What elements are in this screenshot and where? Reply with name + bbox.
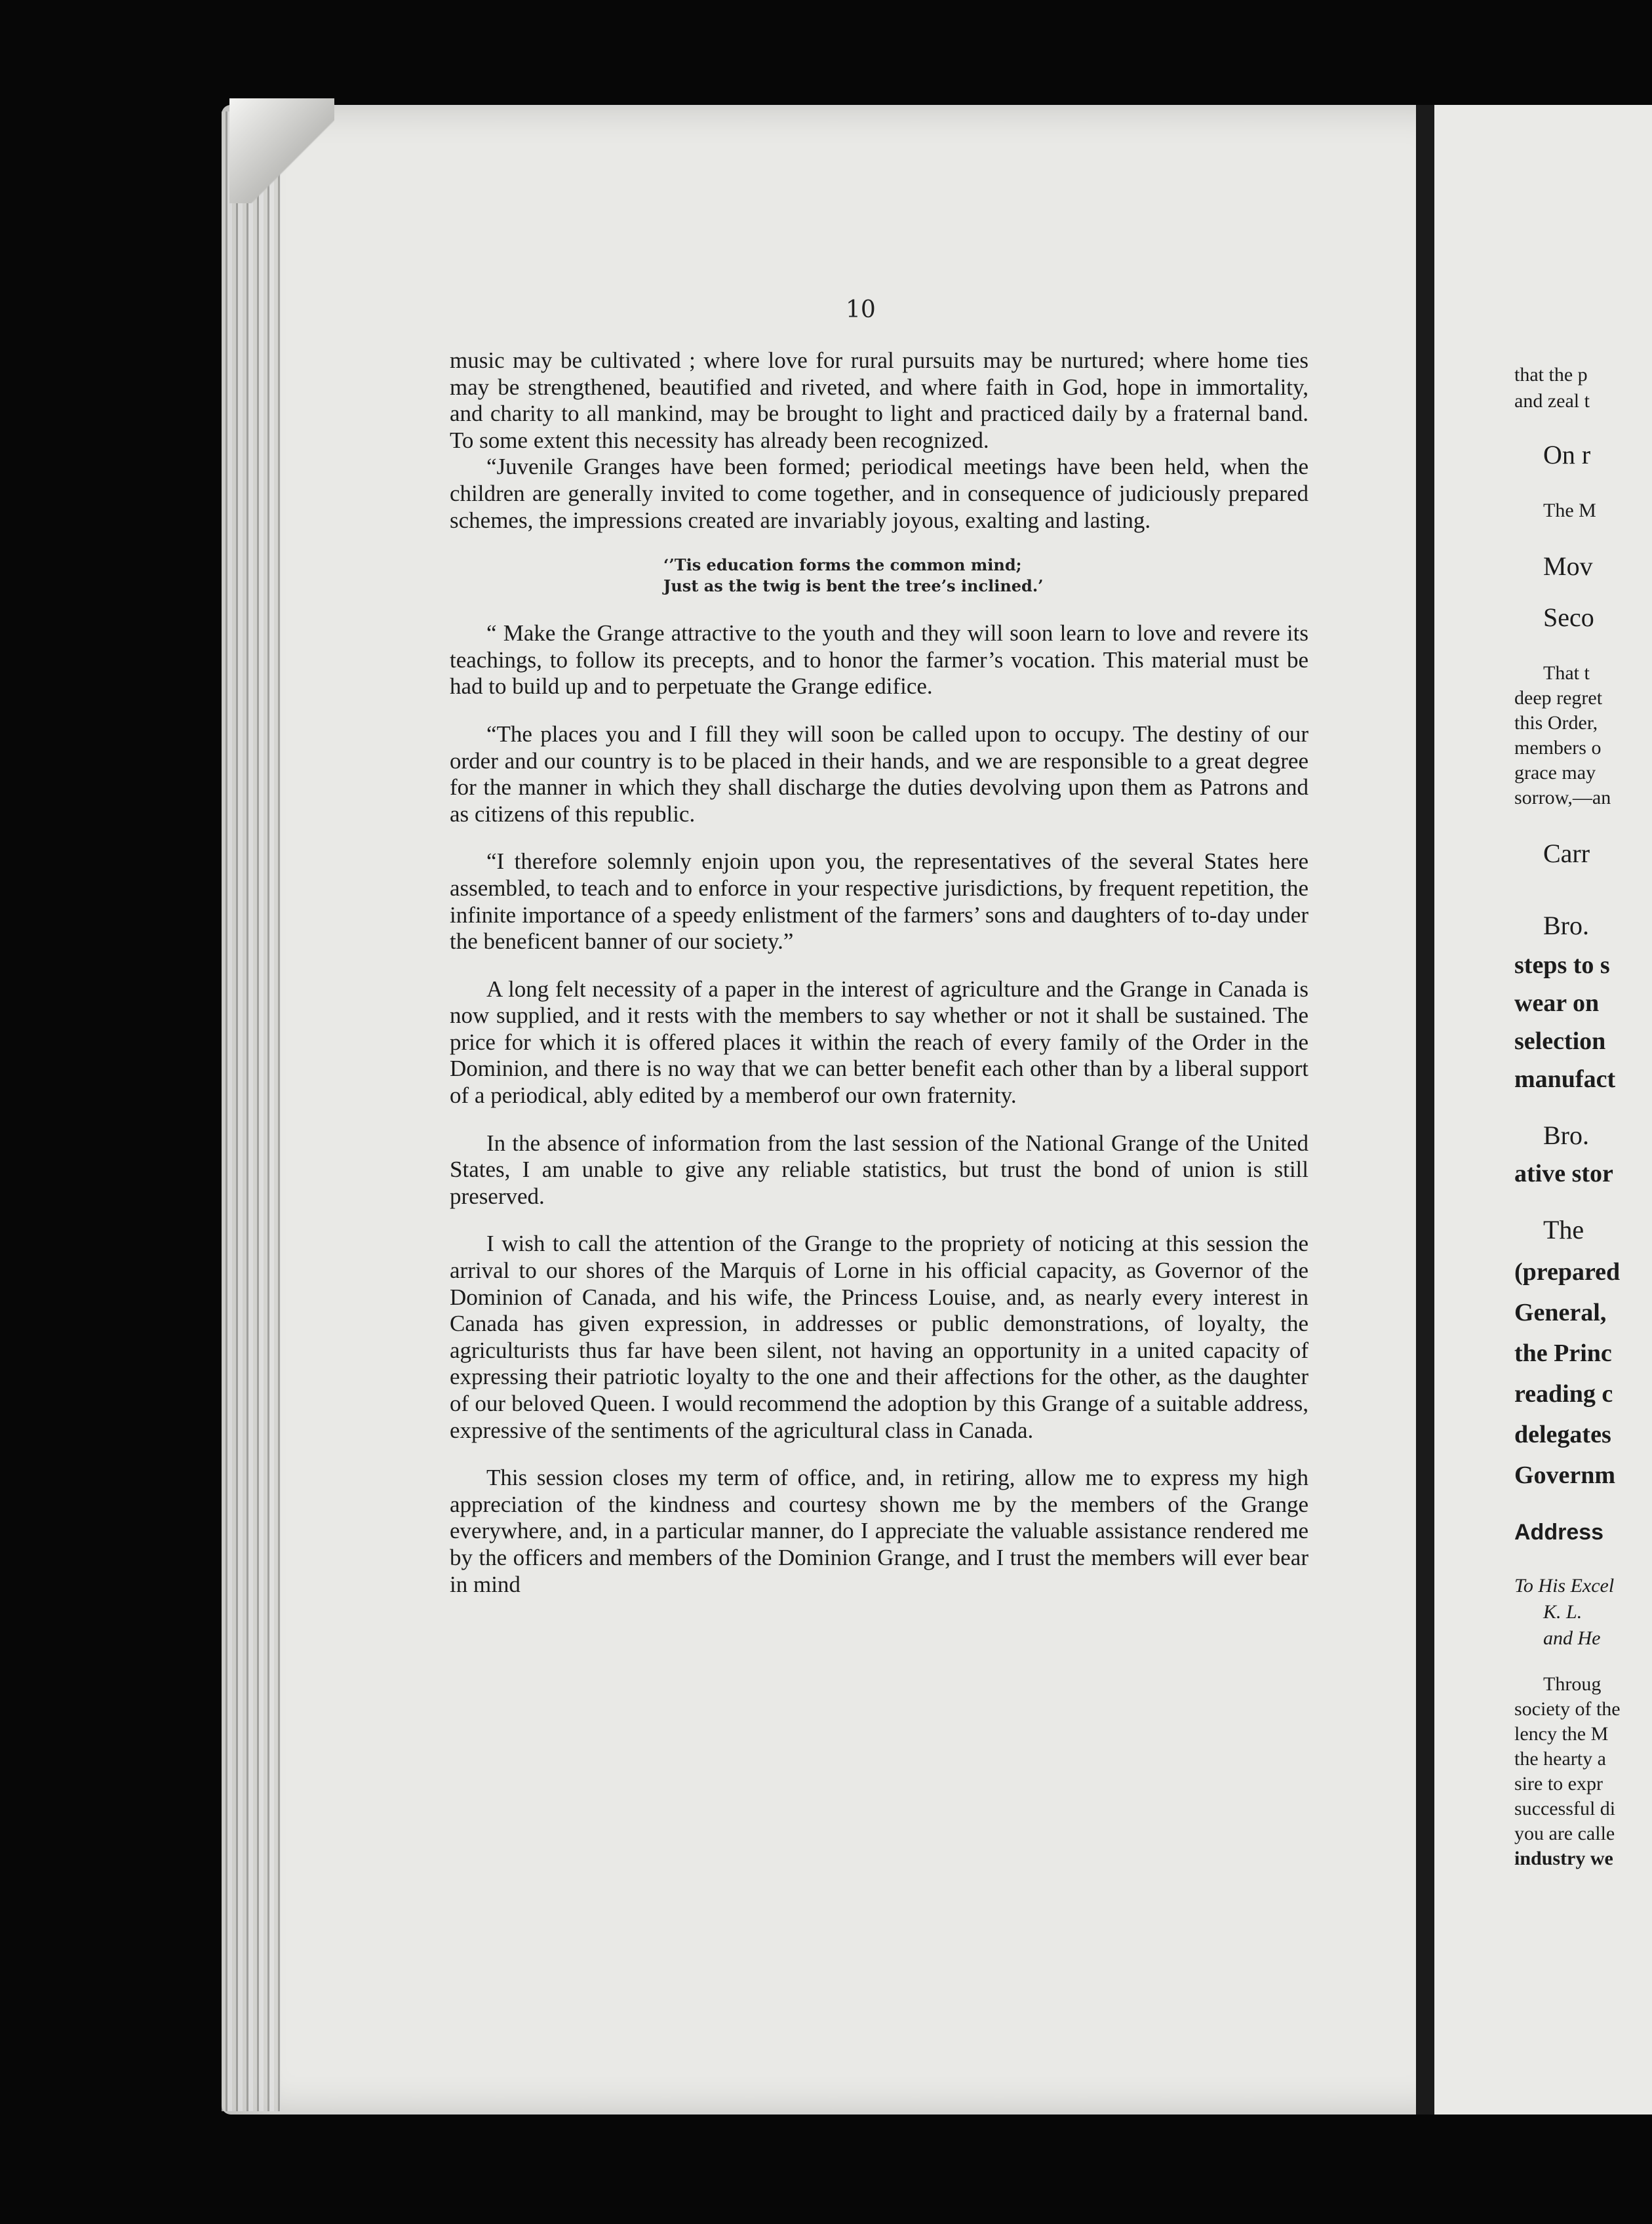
- facing-line: Mov: [1543, 551, 1593, 581]
- facing-line: To His Excel: [1514, 1575, 1615, 1597]
- verse-line: ‘’Tis education forms the common mind;: [663, 555, 1022, 575]
- facing-line: delegates: [1514, 1421, 1611, 1448]
- facing-line: the hearty a: [1514, 1748, 1606, 1770]
- paragraph: In the absence of information from the last session of the National Grange of the United States, I am unable to give any reliable statistics, but trust the bond of union is still preserved.: [450, 1130, 1308, 1209]
- facing-line: The: [1543, 1215, 1584, 1244]
- facing-line: grace may: [1514, 762, 1596, 784]
- paragraph: This session closes my term of office, and, in retiring, allow me to express my high appreciation of the kindness and courtesy shown me by the members of the Grange everywhere, and, in a particular manner, do I appreciate the valuable assistance rendered me by the officers and members of the Dominion Grange, and I trust the members will ever bear in mind: [450, 1465, 1308, 1597]
- facing-line: wear on: [1514, 989, 1600, 1017]
- paragraph: A long felt necessity of a paper in the interest of agriculture and the Grange in Canada is now supplied, and it rests with the members to say whether or not it shall be sustained. The price for which it is offered places it within the reach of every family of the Order in the Dominion, and there is no way that we can better benefit each other than by a liberal support of a periodical, ably edited by a memberof our own fraternity.: [450, 976, 1308, 1109]
- facing-line: K. L.: [1543, 1601, 1583, 1623]
- paragraph: “I therefore solemnly enjoin upon you, the representatives of the several States here assembled, to teach and to enforce in your respective jurisdictions, by frequent repetition, the infinite importance of a speedy enlistment of the farmers’ sons and daughters of to-day under the beneficent banner of our society.”: [450, 848, 1308, 955]
- facing-line: Bro.: [1543, 1121, 1589, 1150]
- facing-line: successful di: [1514, 1798, 1616, 1819]
- facing-line: On r: [1543, 440, 1591, 469]
- facing-line: and zeal t: [1514, 390, 1590, 412]
- facing-line: sorrow,—an: [1514, 787, 1611, 808]
- paragraph: “Juvenile Granges have been formed; periodical meetings have been held, when the children are generally invited to come together, and in consequence of judiciously prepared schemes, the impressions created are invariably joyous, exalting and lasting.: [450, 454, 1308, 533]
- facing-line: sire to expr: [1514, 1773, 1603, 1795]
- facing-heading: Address: [1514, 1520, 1604, 1545]
- facing-line: steps to s: [1514, 951, 1610, 979]
- page-number: 10: [846, 296, 876, 323]
- facing-line: deep regret: [1514, 687, 1603, 709]
- facing-line: lency the M: [1514, 1723, 1609, 1745]
- facing-line: the Princ: [1514, 1340, 1612, 1367]
- verse-line: Just as the twig is bent the tree’s inclined.’: [663, 576, 1044, 596]
- page-body: [450, 348, 1308, 1598]
- book-gutter: [1416, 105, 1434, 2115]
- facing-line: this Order,: [1514, 712, 1598, 734]
- facing-line: Throug: [1543, 1673, 1602, 1695]
- paragraph: “The places you and I fill they will soon be called upon to occupy. The destiny of our order and our country is to be placed in their hands, and we are responsible to a great degree for the manner in which they shall discharge the duties devolving upon them as Patrons and as citizens of this republic.: [450, 721, 1308, 827]
- facing-line: Bro.: [1543, 911, 1589, 940]
- facing-line: Governm: [1514, 1461, 1616, 1489]
- facing-line: that the p: [1514, 364, 1588, 386]
- facing-line: General,: [1514, 1299, 1607, 1326]
- facing-line: and He: [1543, 1627, 1601, 1649]
- paragraph: music may be cultivated ; where love for rural pursuits may be nurtured; where home ties may be strengthened, beautified and riveted, and where faith in God, hope in immortality, and charity to all mankind, may be brought to light and practiced daily by a fraternal band. To some extent this necessity has already been recognized.: [450, 348, 1308, 453]
- facing-line: (prepared: [1514, 1258, 1621, 1286]
- facing-line: members o: [1514, 737, 1602, 759]
- page-corner-curl: [229, 98, 334, 203]
- paragraph: I wish to call the attention of the Grange to the propriety of noticing at this session the arrival to our shores of the Marquis of Lorne in his official capacity, as Governor of the Dominion of Canada, and his wife, the Princess Louise, and, as nearly every interest in Canada has given expression, in addresses or public demonstrations, of loyalty, the agriculturists thus far have been silent, not having an opportunity in a united capacity of expressing their patriotic loyalty to the one and their affections for the other, as the daughter of our beloved Queen. I would recommend the adoption by this Grange of a suitable address, expressive of the sentiments of the agricultural class in Canada.: [450, 1231, 1308, 1443]
- facing-line: society of the: [1514, 1698, 1621, 1720]
- facing-line: manufact: [1514, 1065, 1616, 1093]
- facing-line: industry we: [1514, 1848, 1613, 1869]
- facing-line: The M: [1543, 500, 1596, 521]
- facing-line: ative stor: [1514, 1160, 1613, 1187]
- facing-line: Seco: [1543, 603, 1594, 632]
- paragraph: “ Make the Grange attractive to the youth and they will soon learn to love and revere its teachings, to follow its precepts, and to honor the farmer’s vocation. This material must be had to build up and to perpetuate the Grange edifice.: [450, 620, 1308, 700]
- facing-line: Carr: [1543, 839, 1590, 868]
- facing-line: reading c: [1514, 1380, 1613, 1408]
- facing-line: That t: [1543, 662, 1590, 684]
- facing-line: selection: [1514, 1027, 1606, 1055]
- verse-quote: [663, 555, 1308, 597]
- facing-line: you are calle: [1514, 1823, 1615, 1844]
- page-edges: [222, 111, 281, 2111]
